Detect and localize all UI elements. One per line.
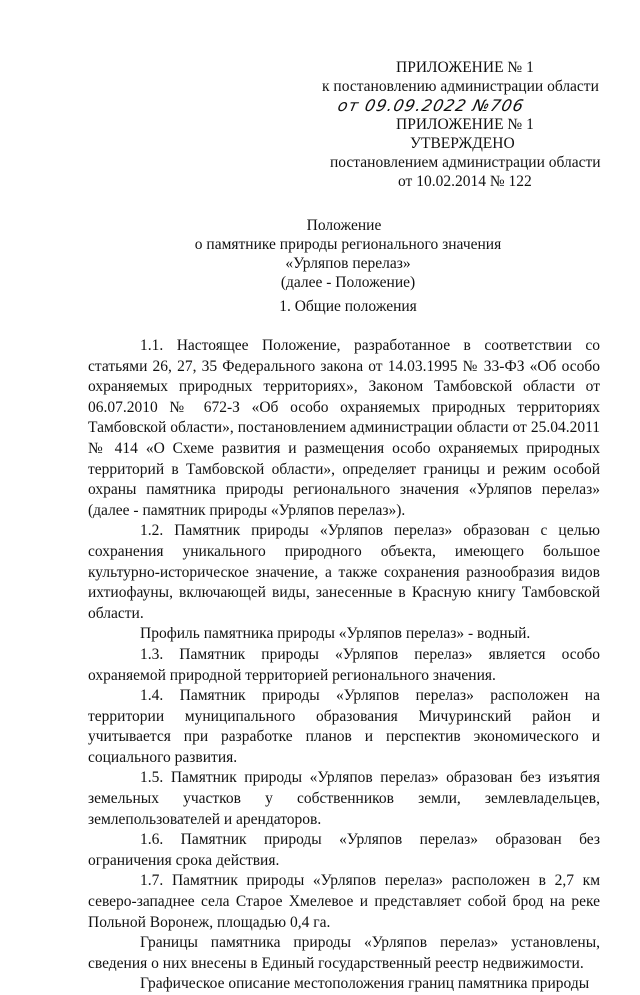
resolution-reference: к постановлению администрации области bbox=[322, 78, 599, 95]
title-line: о памятнике природы регионального значения bbox=[194, 236, 502, 253]
paragraph: 1.7. Памятник природы «Урляпов перелаз» расположен в 2,7 км северо-западнее села Старое Хмелевое и представляет собой брод на реке Польной Воронеж, площадью 0,4 га. bbox=[88, 872, 600, 931]
paragraph: Границы памятника природы «Урляпов перелаз» установлены, сведения о них внесены в Единый государственный реестр недвижимости. bbox=[88, 934, 600, 972]
paragraph: 1.3. Памятник природы «Урляпов перелаз» является особо охраняемой природной территорией регионального значения. bbox=[88, 645, 600, 684]
paragraph: 1.2. Памятник природы «Урляпов перелаз» образован с целью сохранения уникального природного объекта, имеющего большое культурно-историческое значение, а также сохранения разнообразия видов ихтиофауны, включающей виды, занесенные в Красную книгу Тамбовской области. bbox=[88, 522, 600, 622]
document-title bbox=[0, 216, 640, 292]
paragraph: 1.5. Памятник природы «Урляпов перелаз» образован без изъятия земельных участков у собственников земли, землевладельцев, землепользователей и арендаторов. bbox=[88, 769, 600, 828]
appendix-header bbox=[300, 58, 600, 191]
title-line: (далее - Положение) bbox=[280, 274, 416, 291]
paragraph: 1.1. Настоящее Положение, разработанное в соответствии со статьями 26, 27, 35 Федерального закона от 14.03.1995 № 33-ФЗ «Об особо охраняемых природных территориях», Законом Тамбовской области от 06.07.2010 № 672-З «Об особо охраняемых природных территориях Тамбовской области», постановлением администрации области от 25.04.2011 № 414 «О Схеме развития и размещения особо охраняемых природных территорий в Тамбовской области», определяет границы и режим особой охраны памятника природы регионального значения «Урляпов перелаз» (далее - памятник природы «Урляпов перелаз»). bbox=[88, 337, 600, 519]
title-line: Положение bbox=[306, 217, 382, 234]
paragraph: Профиль памятника природы «Урляпов перелаз» - водный. bbox=[140, 625, 531, 643]
approved-label: УТВЕРЖДЕНО bbox=[410, 135, 515, 152]
document-body bbox=[88, 336, 600, 995]
appendix-label: ПРИЛОЖЕНИЕ № 1 bbox=[396, 59, 534, 76]
approved-date: от 10.02.2014 № 122 bbox=[398, 173, 532, 190]
approved-by: постановлением администрации области bbox=[330, 154, 601, 171]
paragraph: Графическое описание местоположения границ памятника природы bbox=[140, 975, 590, 993]
title-line: «Урляпов перелаз» bbox=[285, 255, 411, 272]
paragraph: 1.6. Памятник природы «Урляпов перелаз» образован без ограничения срока действия. bbox=[88, 831, 600, 869]
paragraph: 1.4. Памятник природы «Урляпов перелаз» расположен на территории муниципального образования Мичуринский район и учитывается при разработке планов и перспектив экономического и социального развития. bbox=[88, 687, 600, 766]
section-heading: 1. Общие положения bbox=[279, 298, 417, 315]
appendix-label-original: ПРИЛОЖЕНИЕ № 1 bbox=[396, 116, 534, 133]
handwritten-date-number: от 09.09.2022 №706 bbox=[335, 96, 527, 115]
